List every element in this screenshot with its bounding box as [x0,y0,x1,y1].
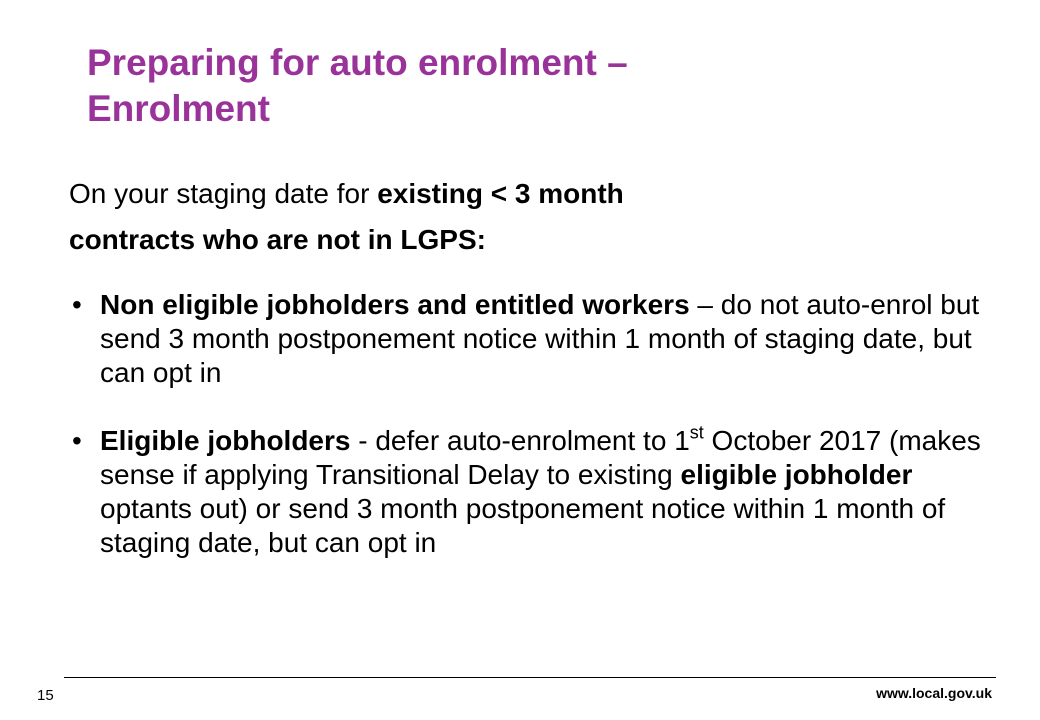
bullet-text: October 2017 (makes sense if applying Transitional Delay to existing [100,425,981,490]
bullet-bold-heading: Non eligible jobholders and entitled workers [100,289,690,320]
bullet-list [72,288,992,560]
footer-url[interactable]: www.local.gov.uk [876,685,992,701]
slide-title-line2: Enrolment [87,88,270,129]
intro-bold-text: existing < 3 month [377,178,624,209]
ordinal-superscript: st [689,422,704,443]
intro-text: On your staging date for [69,178,378,209]
bullet-text: optants out) or send 3 month postponement notice within 1 month of staging date, but can opt in [100,493,946,558]
bullet-text: - defer auto-enrolment to 1 [350,425,690,456]
slide-title [87,40,947,132]
bullet-bold-heading: Eligible jobholders [100,425,351,456]
page-number: 15 [37,687,54,704]
footer-divider [64,677,996,678]
bullet-text: – do not auto-enrol but send 3 month postponement notice within 1 month of staging date, but can opt in [100,289,980,388]
bullet-marker: • [72,289,82,320]
bullet-item-eligible [72,424,992,560]
intro-bold-text-line2: contracts who are not in LGPS: [69,224,486,255]
bullet-bold-phrase: eligible jobholder [680,459,913,490]
bullet-item-non-eligible [72,288,992,390]
slide-title-line1: Preparing for auto enrolment – [87,42,628,83]
intro-paragraph [69,171,969,263]
bullet-marker: • [72,425,82,456]
